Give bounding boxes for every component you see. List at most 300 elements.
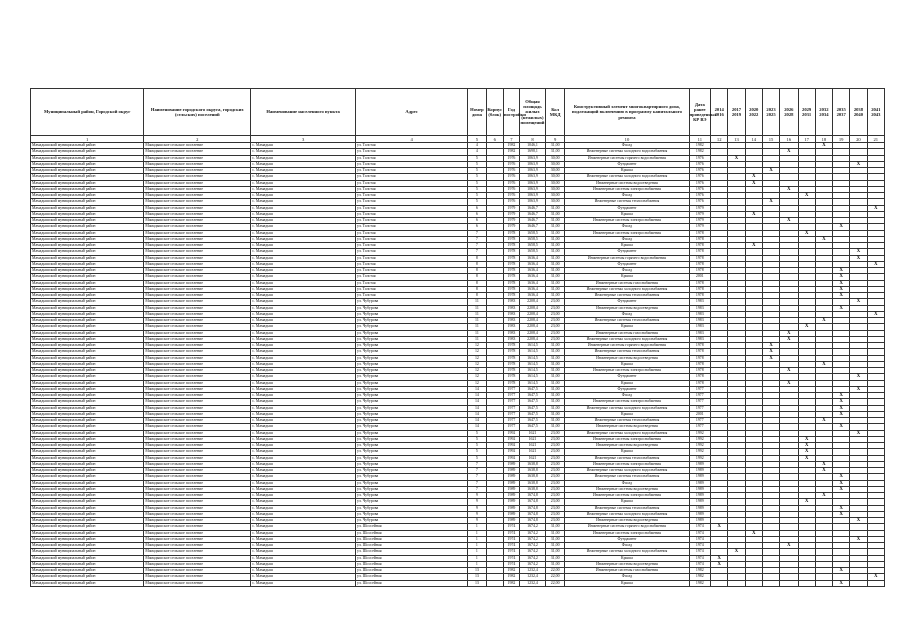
year-built-cell: 1976 bbox=[503, 193, 519, 199]
locality-cell: с. Мамадыш bbox=[251, 524, 356, 530]
district-cell: Мамадышский муниципальный район bbox=[31, 380, 144, 386]
area-cell: 1614,5 bbox=[520, 374, 546, 380]
area-cell: 1621 bbox=[520, 449, 546, 455]
street-cell: ул. Чубурова bbox=[355, 480, 467, 486]
previous-repair-cell: 1989 bbox=[689, 511, 711, 517]
area-cell: 1621 bbox=[520, 430, 546, 436]
locality-cell: с. Мамадыш bbox=[251, 443, 356, 449]
house-number-cell: 7 bbox=[468, 236, 486, 242]
area-cell: 1636,4 bbox=[520, 261, 546, 267]
period-cell: X bbox=[780, 186, 798, 192]
street-cell: ул. Толстая bbox=[355, 155, 467, 161]
previous-repair-cell: 1989 bbox=[689, 468, 711, 474]
area-cell: 1647,5 bbox=[520, 399, 546, 405]
table-body bbox=[31, 143, 885, 587]
mkd-count-cell: 31,00 bbox=[545, 561, 564, 567]
area-cell: 1674,2 bbox=[520, 524, 546, 530]
street-cell: ул. Чубурова bbox=[355, 349, 467, 355]
column-number: 15 bbox=[762, 136, 779, 143]
street-cell: ул. Чубурова bbox=[355, 386, 467, 392]
previous-repair-cell: 1992 bbox=[689, 455, 711, 461]
street-cell: ул. Чубурова bbox=[355, 511, 467, 517]
house-number-cell: 5 bbox=[468, 193, 486, 199]
previous-repair-cell: 1976 bbox=[689, 168, 711, 174]
period-cell: X bbox=[850, 161, 867, 167]
previous-repair-cell: 1974 bbox=[689, 536, 711, 542]
element-cell: Инженерные системы водоотведения bbox=[565, 305, 689, 311]
element-cell: Инженерные системы холодного водоснабжения bbox=[565, 430, 689, 436]
year-built-cell: 1977 bbox=[503, 411, 519, 417]
year-built-cell: 1978 bbox=[503, 293, 519, 299]
street-cell: ул. Чубурова bbox=[355, 449, 467, 455]
settlement-cell: Мамадышское сельское поселение bbox=[144, 224, 251, 230]
mkd-count-cell: 23,00 bbox=[545, 311, 564, 317]
settlement-cell: Мамадышское сельское поселение bbox=[144, 424, 251, 430]
district-cell: Мамадышский муниципальный район bbox=[31, 530, 144, 536]
area-cell: 1063,9 bbox=[520, 168, 546, 174]
house-number-cell: 9 bbox=[468, 505, 486, 511]
street-cell: ул. Чубурова bbox=[355, 461, 467, 467]
district-cell: Мамадышский муниципальный район bbox=[31, 286, 144, 292]
settlement-cell: Мамадышское сельское поселение bbox=[144, 461, 251, 467]
house-number-cell: 6 bbox=[468, 211, 486, 217]
area-cell: 1674,2 bbox=[520, 543, 546, 549]
previous-repair-cell: 1989 bbox=[689, 461, 711, 467]
year-built-cell: 1974 bbox=[503, 543, 519, 549]
house-number-cell: 7 bbox=[468, 243, 486, 249]
locality-cell: с. Мамадыш bbox=[251, 349, 356, 355]
locality-cell: с. Мамадыш bbox=[251, 486, 356, 492]
year-built-cell: 1978 bbox=[503, 261, 519, 267]
element-cell: Фундамент bbox=[565, 299, 689, 305]
element-cell: Инженерные системы теплоснабжения bbox=[565, 455, 689, 461]
mkd-count-cell: 31,00 bbox=[545, 424, 564, 430]
mkd-count-cell: 23,00 bbox=[545, 449, 564, 455]
house-number-cell: 8 bbox=[468, 274, 486, 280]
street-cell: ул. Чубурова bbox=[355, 418, 467, 424]
element-cell: Фундамент bbox=[565, 249, 689, 255]
element-cell: Инженерные системы электроснабжения bbox=[565, 399, 689, 405]
district-cell: Мамадышский муниципальный район bbox=[31, 168, 144, 174]
locality-cell: с. Мамадыш bbox=[251, 311, 356, 317]
column-number: 2 bbox=[144, 136, 251, 143]
element-cell: Инженерные системы водоотведения bbox=[565, 180, 689, 186]
mkd-count-cell: 31,00 bbox=[545, 261, 564, 267]
period-cell: X bbox=[850, 374, 867, 380]
table-row bbox=[31, 580, 885, 586]
column-header: Наименование населенного пункта bbox=[251, 89, 356, 136]
locality-cell: с. Мамадыш bbox=[251, 255, 356, 261]
locality-cell: с. Мамадыш bbox=[251, 368, 356, 374]
period-cell: X bbox=[815, 236, 832, 242]
area-cell: 1063,9 bbox=[520, 193, 546, 199]
element-cell: Крыша bbox=[565, 211, 689, 217]
mkd-count-cell: 31,00 bbox=[545, 343, 564, 349]
district-cell: Мамадышский муниципальный район bbox=[31, 399, 144, 405]
street-cell: ул. Толстая bbox=[355, 230, 467, 236]
settlement-cell: Мамадышское сельское поселение bbox=[144, 536, 251, 542]
locality-cell: с. Мамадыш bbox=[251, 143, 356, 149]
period-cell bbox=[850, 580, 867, 586]
street-cell: ул. Толстая bbox=[355, 255, 467, 261]
mkd-count-cell: 31,00 bbox=[545, 418, 564, 424]
street-cell: ул. Чубурова bbox=[355, 343, 467, 349]
period-cell: X bbox=[745, 530, 762, 536]
locality-cell: с. Мамадыш bbox=[251, 218, 356, 224]
house-number-cell: 1 bbox=[468, 543, 486, 549]
area-cell: 2208,4 bbox=[520, 324, 546, 330]
previous-repair-cell: 1974 bbox=[689, 530, 711, 536]
locality-cell: с. Мамадыш bbox=[251, 499, 356, 505]
locality-cell: с. Мамадыш bbox=[251, 280, 356, 286]
district-cell: Мамадышский муниципальный район bbox=[31, 418, 144, 424]
settlement-cell: Мамадышское сельское поселение bbox=[144, 368, 251, 374]
locality-cell: с. Мамадыш bbox=[251, 343, 356, 349]
column-number: 7 bbox=[503, 136, 519, 143]
district-cell: Мамадышский муниципальный район bbox=[31, 474, 144, 480]
settlement-cell: Мамадышское сельское поселение bbox=[144, 211, 251, 217]
locality-cell: с. Мамадыш bbox=[251, 430, 356, 436]
period-cell: X bbox=[833, 286, 850, 292]
area-cell: 2208,4 bbox=[520, 311, 546, 317]
year-built-cell: 1978 bbox=[503, 249, 519, 255]
house-number-cell: 12 bbox=[468, 349, 486, 355]
mkd-count-cell: 31,00 bbox=[545, 218, 564, 224]
previous-repair-cell: 1978 bbox=[689, 286, 711, 292]
element-cell: Фундамент bbox=[565, 205, 689, 211]
period-cell: X bbox=[780, 543, 798, 549]
area-cell: 1614,5 bbox=[520, 355, 546, 361]
house-number-cell: 9 bbox=[468, 493, 486, 499]
previous-repair-cell: 1989 bbox=[689, 505, 711, 511]
area-cell: 1674,8 bbox=[520, 511, 546, 517]
column-header: 2035 2037 bbox=[833, 89, 850, 136]
house-number-cell: 11 bbox=[468, 299, 486, 305]
mkd-count-cell: 31,00 bbox=[545, 405, 564, 411]
year-built-cell: 1979 bbox=[503, 205, 519, 211]
house-number-cell: 1 bbox=[468, 524, 486, 530]
settlement-cell: Мамадышское сельское поселение bbox=[144, 436, 251, 442]
house-number-cell: 1 bbox=[468, 555, 486, 561]
period-cell: X bbox=[745, 243, 762, 249]
previous-repair-cell: 1982 bbox=[689, 574, 711, 580]
column-number: 20 bbox=[850, 136, 867, 143]
previous-repair-cell: 1978 bbox=[689, 380, 711, 386]
district-cell: Мамадышский муниципальный район bbox=[31, 230, 144, 236]
element-cell: Инженерные системы теплоснабжения bbox=[565, 349, 689, 355]
district-cell: Мамадышский муниципальный район bbox=[31, 449, 144, 455]
mkd-count-cell: 30,00 bbox=[545, 168, 564, 174]
house-number-cell: 12 bbox=[468, 343, 486, 349]
locality-cell: с. Мамадыш bbox=[251, 555, 356, 561]
locality-cell: с. Мамадыш bbox=[251, 449, 356, 455]
district-cell: Мамадышский муниципальный район bbox=[31, 511, 144, 517]
year-built-cell: 1977 bbox=[503, 424, 519, 430]
area-cell: 1063,9 bbox=[520, 199, 546, 205]
year-built-cell: 1989 bbox=[503, 493, 519, 499]
street-cell: ул. Толстая bbox=[355, 211, 467, 217]
street-cell: ул. Толстая bbox=[355, 186, 467, 192]
previous-repair-cell: 1983 bbox=[689, 330, 711, 336]
locality-cell: с. Мамадыш bbox=[251, 268, 356, 274]
settlement-cell: Мамадышское сельское поселение bbox=[144, 268, 251, 274]
header-row bbox=[31, 89, 885, 136]
area-cell: 1621 bbox=[520, 455, 546, 461]
element-cell: Фундамент bbox=[565, 161, 689, 167]
district-cell: Мамадышский муниципальный район bbox=[31, 249, 144, 255]
district-cell: Мамадышский муниципальный район bbox=[31, 480, 144, 486]
previous-repair-cell: 1978 bbox=[689, 261, 711, 267]
district-cell: Мамадышский муниципальный район bbox=[31, 174, 144, 180]
period-cell: X bbox=[867, 261, 884, 267]
settlement-cell: Мамадышское сельское поселение bbox=[144, 518, 251, 524]
house-number-cell: 12 bbox=[468, 355, 486, 361]
year-built-cell: 1992 bbox=[503, 443, 519, 449]
district-cell: Мамадышский муниципальный район bbox=[31, 374, 144, 380]
mkd-count-cell: 31,00 bbox=[545, 249, 564, 255]
year-built-cell: 1977 bbox=[503, 393, 519, 399]
element-cell: Фасад bbox=[565, 480, 689, 486]
mkd-count-cell: 31,00 bbox=[545, 243, 564, 249]
house-number-cell: 8 bbox=[468, 293, 486, 299]
street-cell: ул. Чубурова bbox=[355, 493, 467, 499]
locality-cell: с. Мамадыш bbox=[251, 261, 356, 267]
element-cell: Инженерные системы электроснабжения bbox=[565, 436, 689, 442]
period-cell: X bbox=[850, 255, 867, 261]
district-cell: Мамадышский муниципальный район bbox=[31, 305, 144, 311]
house-number-cell: 1 bbox=[468, 530, 486, 536]
area-cell: 1636,4 bbox=[520, 286, 546, 292]
locality-cell: с. Мамадыш bbox=[251, 461, 356, 467]
area-cell: 1647,5 bbox=[520, 424, 546, 430]
settlement-cell: Мамадышское сельское поселение bbox=[144, 343, 251, 349]
house-number-cell: 6 bbox=[468, 224, 486, 230]
mkd-count-cell: 31,00 bbox=[545, 530, 564, 536]
settlement-cell: Мамадышское сельское поселение bbox=[144, 443, 251, 449]
area-cell: 1698,1 bbox=[520, 149, 546, 155]
street-cell: ул. Чубурова bbox=[355, 318, 467, 324]
previous-repair-cell: 1989 bbox=[689, 486, 711, 492]
column-header: 2017 2019 bbox=[728, 89, 745, 136]
year-built-cell: 1976 bbox=[503, 168, 519, 174]
settlement-cell: Мамадышское сельское поселение bbox=[144, 336, 251, 342]
locality-cell: с. Мамадыш bbox=[251, 161, 356, 167]
house-number-cell: 13 bbox=[468, 574, 486, 580]
previous-repair-cell: 1974 bbox=[689, 543, 711, 549]
element-cell: Инженерные системы холодного водоснабжения bbox=[565, 174, 689, 180]
locality-cell: с. Мамадыш bbox=[251, 549, 356, 555]
previous-repair-cell: 1976 bbox=[689, 186, 711, 192]
locality-cell: с. Мамадыш bbox=[251, 293, 356, 299]
period-cell: X bbox=[728, 155, 745, 161]
mkd-count-cell: 23,00 bbox=[545, 461, 564, 467]
street-cell: ул. Чубурова bbox=[355, 430, 467, 436]
street-cell: ул. Шоссейная bbox=[355, 543, 467, 549]
settlement-cell: Мамадышское сельское поселение bbox=[144, 205, 251, 211]
street-cell: ул. Чубурова bbox=[355, 374, 467, 380]
period-cell: X bbox=[833, 268, 850, 274]
house-number-cell: 5 bbox=[468, 155, 486, 161]
period-cell: X bbox=[711, 561, 728, 567]
period-cell: X bbox=[833, 474, 850, 480]
column-number: 6 bbox=[486, 136, 503, 143]
year-built-cell: 1982 bbox=[503, 568, 519, 574]
previous-repair-cell: 1989 bbox=[689, 493, 711, 499]
column-header: 2032 2034 bbox=[815, 89, 832, 136]
settlement-cell: Мамадышское сельское поселение bbox=[144, 243, 251, 249]
house-number-cell: 14 bbox=[468, 386, 486, 392]
element-cell: Инженерные системы теплоснабжения bbox=[565, 505, 689, 511]
district-cell: Мамадышский муниципальный район bbox=[31, 486, 144, 492]
settlement-cell: Мамадышское сельское поселение bbox=[144, 449, 251, 455]
mkd-count-cell: 31,00 bbox=[545, 549, 564, 555]
period-cell: X bbox=[762, 199, 779, 205]
period-cell: X bbox=[867, 311, 884, 317]
previous-repair-cell: 1978 bbox=[689, 343, 711, 349]
district-cell: Мамадышский муниципальный район bbox=[31, 268, 144, 274]
area-cell: 1636,4 bbox=[520, 293, 546, 299]
district-cell: Мамадышский муниципальный район bbox=[31, 336, 144, 342]
locality-cell: с. Мамадыш bbox=[251, 224, 356, 230]
settlement-cell: Мамадышское сельское поселение bbox=[144, 305, 251, 311]
district-cell: Мамадышский муниципальный район bbox=[31, 386, 144, 392]
period-cell: X bbox=[745, 211, 762, 217]
previous-repair-cell: 1978 bbox=[689, 249, 711, 255]
previous-repair-cell: 2001 bbox=[689, 274, 711, 280]
year-built-cell: 1974 bbox=[503, 555, 519, 561]
area-cell: 1232,4 bbox=[520, 580, 546, 586]
street-cell: ул. Чубурова bbox=[355, 474, 467, 480]
column-header: 2041 2043 bbox=[867, 89, 884, 136]
house-number-cell: 11 bbox=[468, 311, 486, 317]
period-cell: X bbox=[833, 224, 850, 230]
street-cell: ул. Шоссейная bbox=[355, 549, 467, 555]
district-cell: Мамадышский муниципальный район bbox=[31, 455, 144, 461]
period-cell: X bbox=[798, 230, 815, 236]
year-built-cell: 1979 bbox=[503, 224, 519, 230]
element-cell: Крыша bbox=[565, 274, 689, 280]
period-cell: X bbox=[833, 568, 850, 574]
area-cell: 1621 bbox=[520, 436, 546, 442]
settlement-cell: Мамадышское сельское поселение bbox=[144, 324, 251, 330]
street-cell: ул. Чубурова bbox=[355, 311, 467, 317]
locality-cell: с. Мамадыш bbox=[251, 211, 356, 217]
element-cell: Крыша bbox=[565, 499, 689, 505]
element-cell: Фундамент bbox=[565, 261, 689, 267]
district-cell: Мамадышский муниципальный район bbox=[31, 505, 144, 511]
mkd-count-cell: 31,00 bbox=[545, 205, 564, 211]
locality-cell: с. Мамадыш bbox=[251, 505, 356, 511]
settlement-cell: Мамадышское сельское поселение bbox=[144, 480, 251, 486]
locality-cell: с. Мамадыш bbox=[251, 386, 356, 392]
locality-cell: с. Мамадыш bbox=[251, 186, 356, 192]
settlement-cell: Мамадышское сельское поселение bbox=[144, 524, 251, 530]
mkd-count-cell: 30,00 bbox=[545, 199, 564, 205]
area-cell: 2208,4 bbox=[520, 330, 546, 336]
period-cell: X bbox=[780, 336, 798, 342]
district-cell: Мамадышский муниципальный район bbox=[31, 349, 144, 355]
area-cell: 1647,5 bbox=[520, 386, 546, 392]
period-cell: X bbox=[815, 461, 832, 467]
street-cell: ул. Толстая bbox=[355, 199, 467, 205]
year-built-cell: 1978 bbox=[503, 355, 519, 361]
previous-repair-cell: 1977 bbox=[689, 393, 711, 399]
element-cell: Инженерные системы холодного водоснабжения bbox=[565, 286, 689, 292]
period-cell: X bbox=[850, 518, 867, 524]
year-built-cell: 1983 bbox=[503, 324, 519, 330]
area-cell: 1232,4 bbox=[520, 568, 546, 574]
element-cell: Фасад bbox=[565, 236, 689, 242]
element-cell: Фасад bbox=[565, 311, 689, 317]
street-cell: ул. Чубурова bbox=[355, 324, 467, 330]
house-number-cell: 5 bbox=[468, 174, 486, 180]
previous-repair-cell: 1976 bbox=[689, 180, 711, 186]
area-cell: 1232,4 bbox=[520, 574, 546, 580]
settlement-cell: Мамадышское сельское поселение bbox=[144, 218, 251, 224]
year-built-cell: 1978 bbox=[503, 243, 519, 249]
column-number: 12 bbox=[711, 136, 728, 143]
column-header: Номер дома bbox=[468, 89, 486, 136]
column-header: Год постройки bbox=[503, 89, 519, 136]
area-cell: 1674,2 bbox=[520, 555, 546, 561]
district-cell: Мамадышский муниципальный район bbox=[31, 443, 144, 449]
column-number: 5 bbox=[468, 136, 486, 143]
settlement-cell: Мамадышское сельское поселение bbox=[144, 355, 251, 361]
street-cell: ул. Чубурова bbox=[355, 355, 467, 361]
locality-cell: с. Мамадыш bbox=[251, 149, 356, 155]
house-number-cell: 14 bbox=[468, 399, 486, 405]
street-cell: ул. Чубурова bbox=[355, 436, 467, 442]
district-cell: Мамадышский муниципальный район bbox=[31, 199, 144, 205]
locality-cell: с. Мамадыш bbox=[251, 424, 356, 430]
locality-cell: с. Мамадыш bbox=[251, 411, 356, 417]
locality-cell: с. Мамадыш bbox=[251, 355, 356, 361]
period-cell: X bbox=[867, 574, 884, 580]
year-built-cell: 1992 bbox=[503, 436, 519, 442]
area-cell: 1614,5 bbox=[520, 368, 546, 374]
year-built-cell: 1982 bbox=[503, 143, 519, 149]
period-cell: X bbox=[850, 386, 867, 392]
district-cell: Мамадышский муниципальный район bbox=[31, 543, 144, 549]
period-cell bbox=[867, 580, 884, 586]
street-cell: ул. Чубурова bbox=[355, 518, 467, 524]
area-cell: 1614,5 bbox=[520, 361, 546, 367]
settlement-cell: Мамадышское сельское поселение bbox=[144, 561, 251, 567]
street-cell: ул. Чубурова bbox=[355, 486, 467, 492]
house-number-cell: 6 bbox=[468, 205, 486, 211]
element-cell: Фундамент bbox=[565, 536, 689, 542]
element-cell: Крыша bbox=[565, 243, 689, 249]
district-cell: Мамадышский муниципальный район bbox=[31, 218, 144, 224]
house-number-cell: 11 bbox=[468, 318, 486, 324]
period-cell: X bbox=[780, 218, 798, 224]
district-cell: Мамадышский муниципальный район bbox=[31, 161, 144, 167]
district-cell: Мамадышский муниципальный район bbox=[31, 430, 144, 436]
period-cell: X bbox=[762, 168, 779, 174]
settlement-cell: Мамадышское сельское поселение bbox=[144, 180, 251, 186]
period-cell: X bbox=[780, 330, 798, 336]
house-number-cell: 5 bbox=[468, 168, 486, 174]
district-cell: Мамадышский муниципальный район bbox=[31, 180, 144, 186]
area-cell: 2208,4 bbox=[520, 336, 546, 342]
mkd-count-cell: 30,00 bbox=[545, 174, 564, 180]
settlement-cell: Мамадышское сельское поселение bbox=[144, 230, 251, 236]
column-header: 2023 2025 bbox=[762, 89, 779, 136]
street-cell: ул. Чубурова bbox=[355, 424, 467, 430]
settlement-cell: Мамадышское сельское поселение bbox=[144, 399, 251, 405]
street-cell: ул. Толстая bbox=[355, 180, 467, 186]
period-cell: X bbox=[833, 274, 850, 280]
